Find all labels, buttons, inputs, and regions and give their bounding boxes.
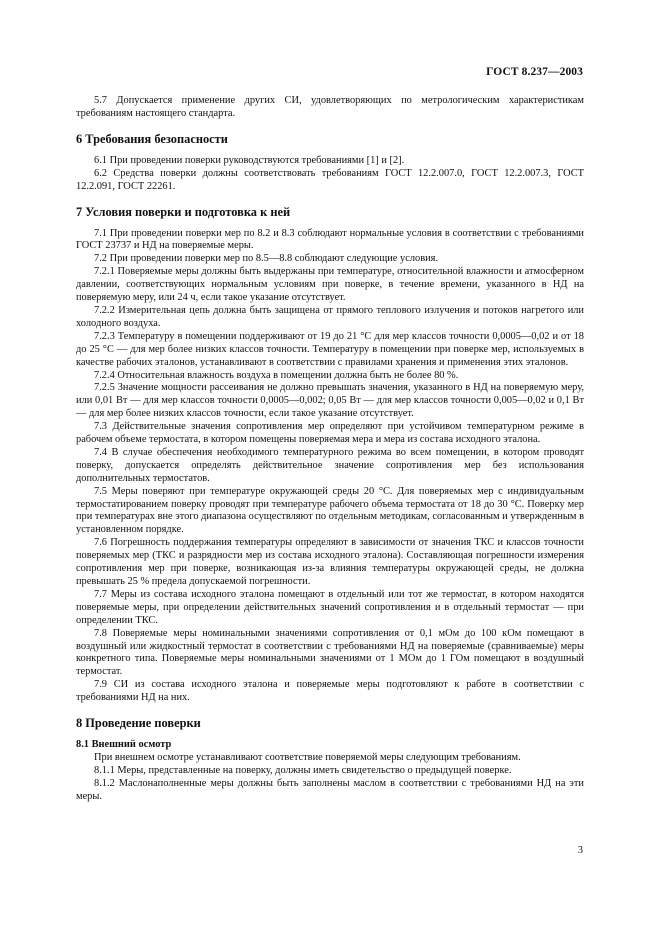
paragraph: 7.7 Меры из состава исходного эталона помещают в отдельный или тот же термостат, в котором находятся поверяемые меры, при определении действительных значений сопротивления и в отдельный термостат — при определении ТКС.: [76, 588, 584, 626]
section-heading: 8 Проведение поверки: [76, 716, 201, 731]
page-number: 3: [577, 845, 583, 856]
paragraph: 6.2 Средства поверки должны соответствовать требованиям ГОСТ 12.2.007.0, ГОСТ 12.2.007.3, ГОСТ 12.2.091, ГОСТ 22261.: [76, 167, 584, 192]
paragraph: 7.2.1 Поверяемые меры должны быть выдержаны при температуре, относительной влажности и атмосферном давлении, соответствующих нормальным условиям при поверке, в течение времени, указанного в НД на поверяемую меру, или 24 ч, если такое указание отсутствует.: [76, 266, 584, 304]
paragraph: 6.1 При проведении поверки руководствуются требованиями [1] и [2].: [94, 154, 405, 166]
paragraph: 7.1 При проведении поверки мер по 8.2 и 8.3 соблюдают нормальные условия в соответствии с требованиями ГОСТ 23737 и НД на поверяемые меры.: [76, 227, 584, 252]
paragraph: 7.4 В случае обеспечения необходимого температурного режима во всем помещении, в котором проводят поверку, допускается определять действительное значение сопротивления мер без использования дополнительных термостатов.: [76, 446, 584, 484]
paragraph: 7.9 СИ из состава исходного эталона и поверяемые меры подготовляют к работе в соответствии с требованиями НД на них.: [76, 679, 584, 704]
paragraph: 7.2.3 Температуру в помещении поддерживают от 19 до 21 °С для мер классов точности 0,0005—0,02 и от 18 до 25 °С — для мер более низких классов точности. Температуру в помещении при поверке мер, используемых в качестве рабочих эталонов, устанавливают в соответствии с правилами хранения и применения этих эталонов.: [76, 330, 584, 368]
paragraph: 7.2 При проведении поверки мер по 8.5—8.8 соблюдают следующие условия.: [94, 253, 439, 265]
paragraph: 8.1.2 Маслонаполненные меры должны быть заполнены маслом в соответствии с требованиями НД на эти меры.: [76, 777, 584, 802]
subsection-heading: 8.1 Внешний осмотр: [76, 739, 172, 751]
paragraph: 7.3 Действительные значения сопротивления мер определяют при устойчивом температурном режиме в рабочем объеме термостата, в котором помещены поверяемая мера и мера из состава исходного эталона.: [76, 421, 584, 446]
section-heading: 6 Требования безопасности: [76, 131, 228, 146]
section-heading: 7 Условия поверки и подготовка к ней: [76, 204, 291, 219]
paragraph: 7.2.4 Относительная влажность воздуха в помещении должна быть не более 80 %.: [94, 369, 459, 381]
document-code-header: ГОСТ 8.237—2003: [486, 66, 583, 78]
paragraph: 8.1.1 Меры, представленные на поверку, должны иметь свидетельство о предыдущей поверке.: [94, 764, 512, 776]
document-body: [76, 95, 584, 804]
paragraph: 7.2.2 Измерительная цепь должна быть защищена от прямого теплового излучения и потоков нагретого или холодного воздуха.: [76, 304, 584, 329]
paragraph: 7.5 Меры поверяют при температуре окружающей среды 20 °С. Для поверяемых мер с индивидуальным термостатированием поверку проводят при температуре рабочего объема термостата от 18 до 30 °С. Поверку мер при температурах вне этого диапазона осуществляют по отдельным методикам, согласованным и утвержденным в установленном порядке.: [76, 485, 584, 536]
paragraph: 5.7 Допускается применение других СИ, удовлетворяющих по метрологическим характеристикам требованиям настоящего стандарта.: [76, 95, 584, 119]
paragraph: 7.2.5 Значение мощности рассеивания не должно превышать значения, указанного в НД на поверяемую меру, или 0,01 Вт — для мер классов точности 0,0005—0,002; 0,05 Вт — для мер классов точности 0,005—0,02 и 0,1 Вт — для мер более низких классов точности, если такое указание отсутствует.: [76, 382, 584, 420]
paragraph: 7.6 Погрешность поддержания температуры определяют в зависимости от значения ТКС и классов точности поверяемых мер (ТКС и разрядности мер из состава исходного эталона). Составляющая погрешности измерения сопротивления мер при поверке, возникающая из-за влияния температуры окружающей среды, не должна превышать 25 % предела допускаемой погрешности.: [76, 537, 584, 587]
paragraph: 7.8 Поверяемые меры номинальными значениями сопротивления от 0,1 мОм до 100 кОм помещают в воздушный или жидкостный термостат в соответствии с требованиями НД на поверяемые (сравниваемые) меры конкретного типа. Поверяемые меры номинальными значениями от 1 МОм до 1 ГОм помещают в воздушный термостат.: [76, 627, 584, 678]
paragraph: При внешнем осмотре устанавливают соответствие поверяемой меры следующим требованиям.: [94, 751, 521, 763]
